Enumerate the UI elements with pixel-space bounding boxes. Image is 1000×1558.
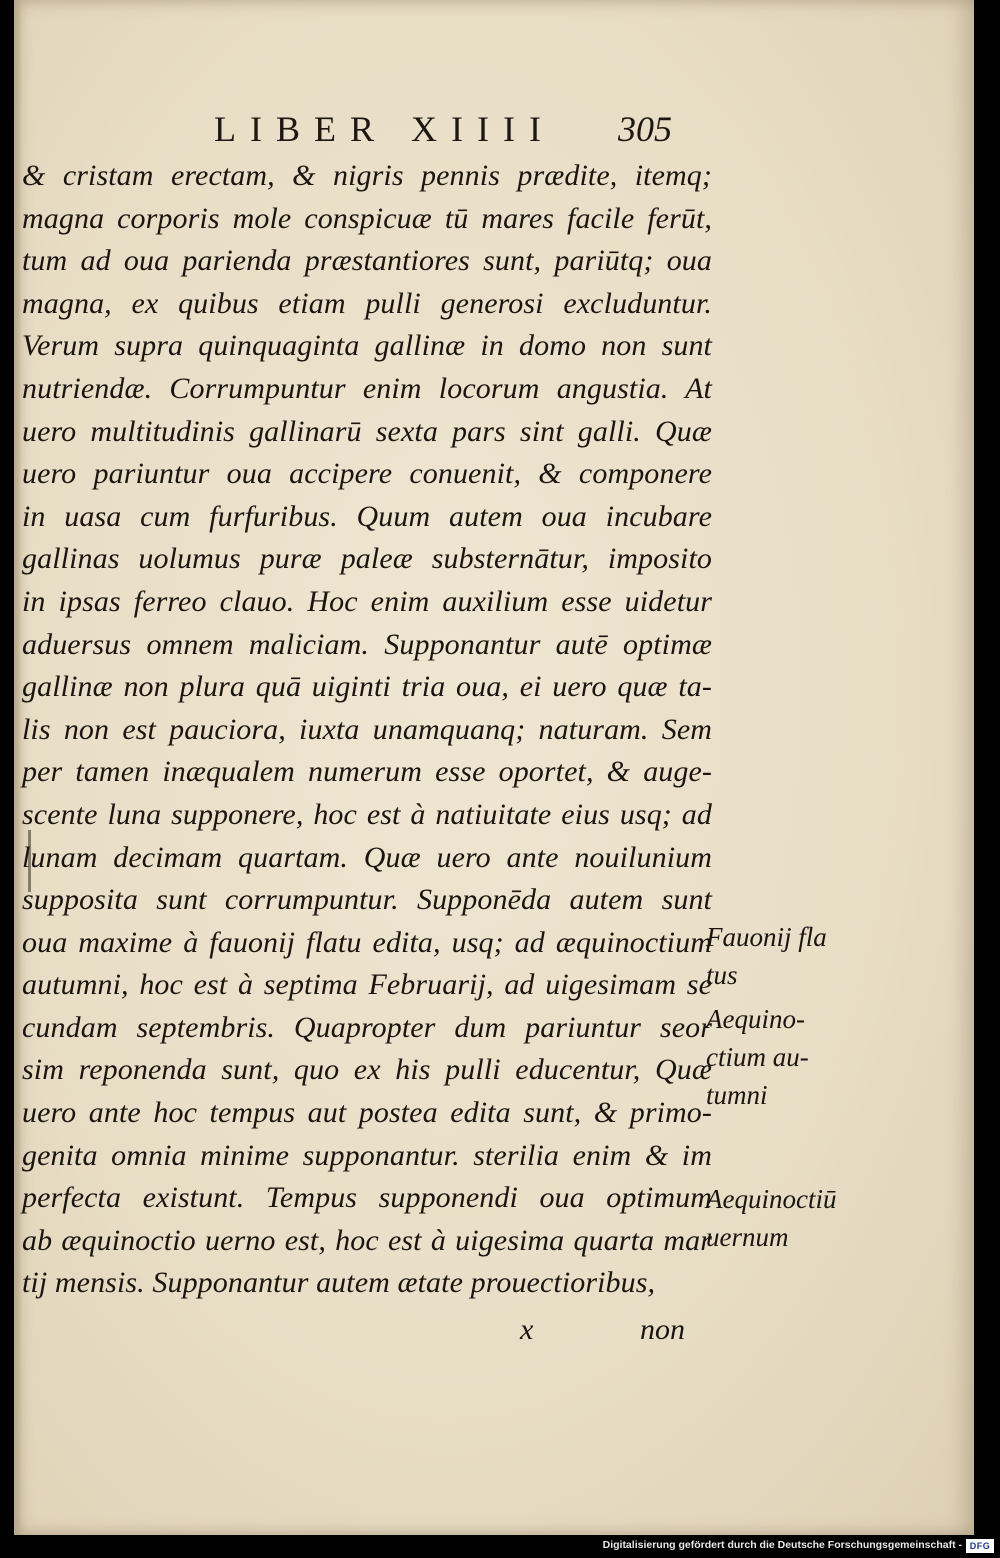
margin-note-fauonij [706,918,827,994]
book-page [14,0,974,1535]
text-line: lunam decimam quartam. Quæ uero ante nouilunium [22,840,712,874]
text-line: gallinas uolumus puræ paleæ substernātur, imposito [22,542,712,576]
text-line: ab æquinoctio uerno est, hoc est à uigesima quarta mar [22,1223,712,1257]
text-line: tum ad oua parienda præstantiores sunt, pariūtq; oua [22,244,712,278]
margin-note-line: Aequino- [706,1004,805,1034]
text-line: cundam septembris. Quapropter dum pariuntur seor [22,1010,712,1044]
page-number: 305 [618,109,672,149]
running-head [14,108,974,158]
margin-note-aequinoctium-autumni [706,1000,809,1114]
text-line: uero ante hoc tempus aut postea edita sunt, & primo- [22,1096,712,1130]
text-line: oua maxime à fauonij flatu edita, usq; ad æquinoctium [22,925,712,959]
text-line: uero pariuntur oua accipere conuenit, & componere [22,457,712,491]
margin-note-line: Fauonij fla [706,922,827,952]
margin-note-line: tus [706,960,738,990]
text-line: perfecta existunt. Tempus supponendi oua optimum [22,1181,712,1215]
text-line: aduersus omnem maliciam. Supponantur autē optimæ [22,627,712,661]
text-line: Verum supra quinquaginta gallinæ in domo non sunt [22,329,712,363]
signature-mark: x [520,1313,534,1346]
catchword: non [640,1313,685,1346]
text-line: nutriendæ. Corrumpuntur enim locorum angustia. At [22,371,712,405]
funding-credit: Digitalisierung gefördert durch die Deutsche Forschungsgemeinschaft - [602,1539,962,1551]
text-line: autumni, hoc est à septima Februarij, ad uigesimam se [22,968,712,1002]
margin-note-aequinoctium-uernum [706,1180,836,1256]
text-line: genita omnia minime supponantur. sterilia enim & im [22,1138,712,1172]
text-line: sim reponenda sunt, quo ex his pulli educentur, Quæ [22,1053,712,1087]
page-gutter-shadow [14,0,22,1535]
text-line: scente luna supponere, hoc est à natiuitate eius usq; ad [22,797,712,831]
text-line: supposita sunt corrumpuntur. Supponēda autem sunt [22,883,712,917]
text-line: & cristam erectam, & nigris pennis prædite, itemq; [22,159,712,192]
text-line: tij mensis. Supponantur autem ætate prouectioribus, [22,1266,656,1300]
text-line: in uasa cum furfuribus. Quum autem oua incubare [22,499,712,533]
dfg-logo: DFG [966,1539,994,1553]
text-line: magna, ex quibus etiam pulli generosi excluduntur. [22,286,712,320]
text-line: uero multitudinis gallinarū sexta pars sint galli. Quæ [22,414,712,448]
running-title: LIBER XIIII [214,109,555,149]
margin-note-line: uernum [706,1222,789,1252]
footer-bar [0,1535,1000,1558]
main-text-block [22,155,712,1305]
margin-note-line: tumni [706,1080,768,1110]
text-line: per tamen inæqualem numerum esse oportet, & auge- [22,755,712,789]
catchline [14,1313,974,1357]
text-line: gallinæ non plura quā uiginti tria oua, ei uero quæ ta- [22,670,712,704]
margin-note-line: Aequinoctiū [706,1184,837,1214]
margin-note-line: ctium au- [706,1042,809,1072]
text-line: in ipsas ferreo clauo. Hoc enim auxilium esse uidetur [22,584,712,618]
text-line: lis non est pauciora, iuxta unamquanq; naturam. Sem [22,712,712,746]
text-line: magna corporis mole conspicuæ tū mares facile ferūt, [22,201,712,235]
